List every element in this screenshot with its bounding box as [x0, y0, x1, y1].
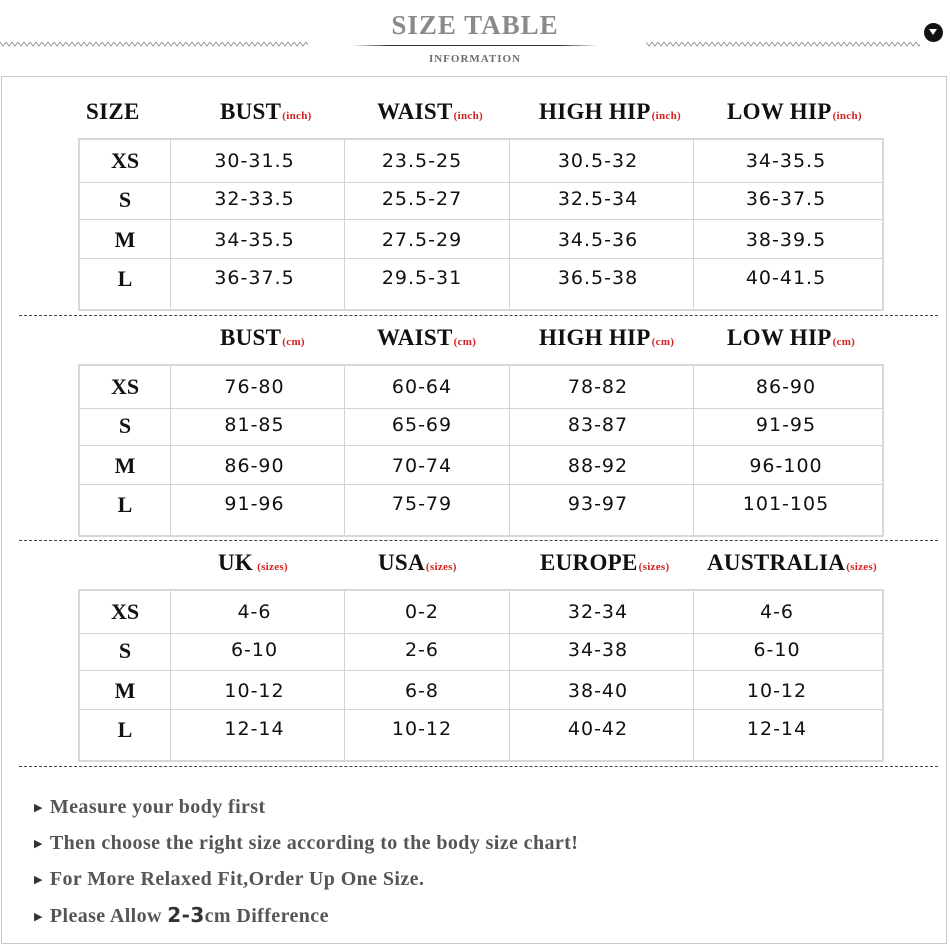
- note-measure: [34, 796, 266, 819]
- table-cell: 6-8: [404, 680, 440, 702]
- table-cell: 78-82: [567, 376, 629, 398]
- unit-label: (sizes): [638, 561, 670, 573]
- size-label: L: [117, 717, 133, 742]
- size-label: S: [118, 638, 132, 663]
- column-header-label: HIGH HIP: [539, 325, 651, 350]
- table-cell: 38-40: [567, 680, 629, 702]
- dashed-divider: [19, 315, 938, 316]
- note-difference: [34, 903, 329, 928]
- table-cell: 60-64: [391, 376, 453, 398]
- column-header-label: BUST: [220, 99, 282, 124]
- table-cell: 4-6: [759, 601, 795, 623]
- unit-label: (cm): [282, 336, 305, 348]
- table-cell: 25.5-27: [381, 188, 463, 210]
- table-cell: 36-37.5: [745, 188, 827, 210]
- table-cell: 70-74: [391, 455, 453, 477]
- table-cell: 40-42: [567, 718, 629, 740]
- table-cell: 76-80: [224, 376, 285, 398]
- size-label: S: [118, 187, 132, 212]
- zigzag-divider-left: [0, 40, 308, 48]
- table-cell: 91-95: [755, 414, 817, 436]
- table-cell: 65-69: [391, 414, 453, 436]
- grid-line: [80, 633, 882, 634]
- unit-label: (inch): [832, 110, 862, 122]
- column-header-europe: [540, 550, 669, 576]
- table-cell: 27.5-29: [381, 229, 463, 251]
- table-cell: 96-100: [749, 455, 823, 477]
- size-label: M: [114, 227, 136, 252]
- note-text: Measure your body first: [49, 796, 266, 818]
- column-header-high-hip: [539, 99, 681, 125]
- unit-label: (cm): [651, 336, 675, 348]
- grid-line: [80, 182, 882, 183]
- size-grid-inch: [78, 138, 884, 311]
- unit-label: (inch): [282, 110, 312, 122]
- table-cell: 4-6: [237, 601, 272, 623]
- column-header-low-hip: [727, 99, 862, 125]
- size-label: L: [117, 266, 133, 291]
- page-title: SIZE TABLE: [391, 10, 559, 40]
- table-cell: 91-96: [224, 493, 285, 515]
- column-header-label: WAIST: [377, 325, 453, 350]
- table-cell: 34-35.5: [745, 150, 827, 172]
- unit-label: (sizes): [425, 561, 457, 573]
- table-cell: 10-12: [224, 680, 285, 702]
- size-label: L: [117, 492, 133, 517]
- note-text: Then choose the right size according to the body size chart!: [49, 832, 579, 854]
- chevron-down-circle-icon[interactable]: [924, 23, 943, 42]
- table-cell: 88-92: [567, 455, 629, 477]
- table-cell: 10-12: [746, 680, 808, 702]
- table-cell: 32-34: [567, 601, 629, 623]
- table-cell: 83-87: [567, 414, 629, 436]
- page-subtitle: INFORMATION: [428, 53, 522, 65]
- grid-line: [80, 219, 882, 220]
- column-header-label: AUSTRALIA: [707, 550, 846, 575]
- column-header-bust: [220, 99, 312, 125]
- table-cell: 34.5-36: [557, 229, 639, 251]
- column-header-label: WAIST: [377, 99, 453, 124]
- title-underline: [352, 45, 598, 46]
- column-header-uk: [218, 550, 288, 576]
- table-cell: 29.5-31: [381, 267, 463, 289]
- table-cell: 12-14: [746, 718, 808, 740]
- table-cell: 10-12: [391, 718, 453, 740]
- note-text: For More Relaxed Fit,Order Up One Size.: [49, 868, 425, 890]
- size-label: M: [114, 678, 136, 703]
- triangle-right-icon: ▶: [34, 802, 43, 814]
- table-cell: 101-105: [742, 493, 830, 515]
- table-cell: 75-79: [391, 493, 453, 515]
- table-cell: 86-90: [755, 376, 817, 398]
- column-header-australia: [707, 550, 877, 576]
- zigzag-divider-right: [646, 40, 920, 48]
- grid-line: [80, 670, 882, 671]
- unit-label: (cm): [832, 336, 856, 348]
- unit-label: (inch): [651, 110, 681, 122]
- size-label: S: [118, 413, 132, 438]
- table-cell: 2-6: [404, 639, 440, 661]
- table-cell: 30.5-32: [557, 150, 639, 172]
- grid-line: [80, 258, 882, 259]
- triangle-right-icon: ▶: [34, 838, 43, 850]
- column-header-label: USA: [378, 550, 425, 575]
- unit-label: (sizes): [846, 561, 877, 573]
- grid-line: [80, 709, 882, 710]
- table-cell: 86-90: [224, 455, 285, 477]
- unit-label: (sizes): [257, 561, 288, 573]
- dashed-divider: [19, 540, 938, 541]
- table-cell: 38-39.5: [745, 229, 827, 251]
- column-header-waist: [377, 325, 476, 351]
- column-header-usa: [378, 550, 457, 576]
- size-column-header: SIZE: [86, 99, 140, 124]
- size-label: M: [114, 453, 136, 478]
- note-choose-size: [34, 832, 578, 855]
- note-relaxed-fit: [34, 868, 424, 891]
- size-label: XS: [110, 599, 140, 624]
- column-header-waist: [377, 99, 483, 125]
- grid-line: [170, 591, 171, 760]
- table-cell: 93-97: [567, 493, 629, 515]
- table-cell: 40-41.5: [745, 267, 827, 289]
- note-text: Please Allow: [49, 905, 168, 927]
- table-header-inch: [0, 99, 950, 133]
- note-text: cm Difference: [204, 905, 329, 927]
- table-cell: 23.5-25: [381, 150, 463, 172]
- unit-label: (cm): [453, 336, 477, 348]
- triangle-right-icon: ▶: [34, 874, 43, 886]
- triangle-right-icon: ▶: [34, 911, 43, 923]
- column-header-label: LOW HIP: [727, 325, 832, 350]
- table-cell: 32-33.5: [214, 188, 295, 210]
- column-header-label: BUST: [220, 325, 282, 350]
- grid-line: [80, 484, 882, 485]
- table-header-cm: [0, 325, 950, 359]
- size-label: XS: [110, 374, 140, 399]
- table-cell: 12-14: [224, 718, 285, 740]
- table-cell: 34-38: [567, 639, 629, 661]
- table-cell: 0-2: [404, 601, 440, 623]
- unit-label: (inch): [453, 110, 483, 122]
- column-header-label: EUROPE: [540, 550, 638, 575]
- column-header-low-hip: [727, 325, 855, 351]
- column-header-label: HIGH HIP: [539, 99, 651, 124]
- table-cell: 6-10: [230, 639, 279, 661]
- size-label: XS: [110, 148, 140, 173]
- table-cell: 30-31.5: [214, 150, 295, 172]
- table-cell: 32.5-34: [557, 188, 639, 210]
- grid-line: [170, 366, 171, 535]
- table-cell: 36-37.5: [214, 267, 295, 289]
- note-number: 2-3: [167, 903, 205, 927]
- column-header-label: UK: [218, 550, 254, 575]
- table-cell: 34-35.5: [214, 229, 295, 251]
- column-header-high-hip: [539, 325, 674, 351]
- grid-line: [170, 140, 171, 309]
- column-header-label: LOW HIP: [727, 99, 832, 124]
- grid-line: [80, 445, 882, 446]
- table-header-sizes: [0, 550, 950, 584]
- table-cell: 36.5-38: [557, 267, 639, 289]
- dashed-divider: [19, 766, 938, 767]
- grid-line: [80, 408, 882, 409]
- column-header-bust: [220, 325, 305, 351]
- size-grid-cm: [78, 364, 884, 537]
- table-cell: 81-85: [224, 414, 285, 436]
- size-grid-international: [78, 589, 884, 762]
- table-cell: 6-10: [753, 639, 801, 661]
